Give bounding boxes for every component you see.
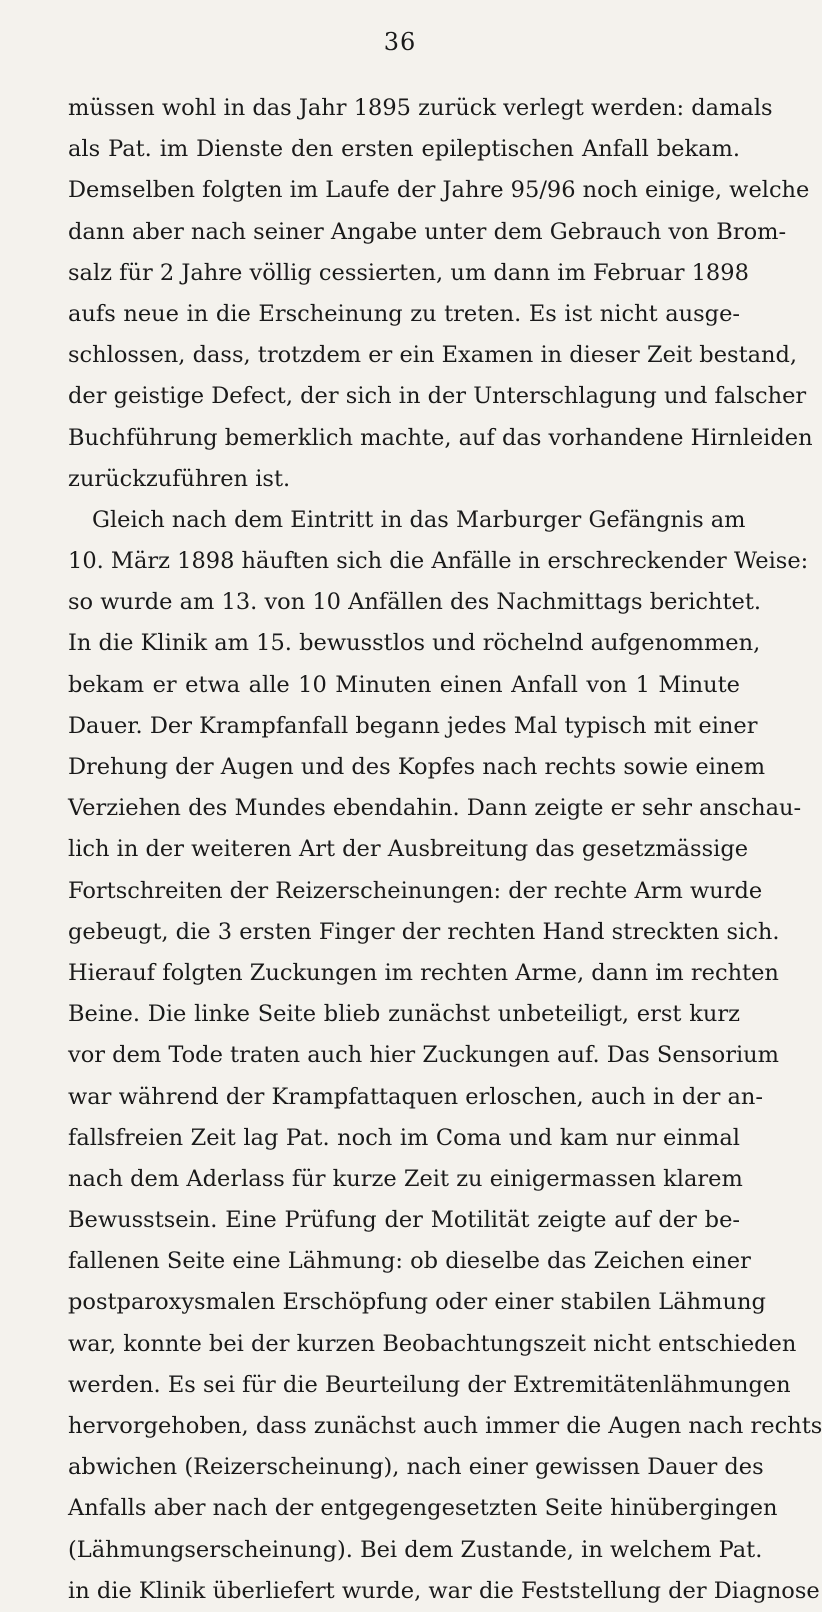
text-line: aufs neue in die Erscheinung zu treten. Es ist nicht ausge- xyxy=(68,300,740,327)
text-line: als Pat. im Dienste den ersten epileptischen Anfall bekam. xyxy=(68,136,740,163)
text-line: schlossen, dass, trotzdem er ein Examen in dieser Zeit bestand, xyxy=(68,342,798,369)
text-line: Fortschreiten der Reizerscheinungen: der rechte Arm wurde xyxy=(68,877,763,904)
text-line: 10. März 1898 häuften sich die Anfälle in erschreckender Weise: xyxy=(68,548,809,575)
text-line: Hierauf folgten Zuckungen im rechten Arme, dann im rechten xyxy=(68,959,779,986)
text-line: gebeugt, die 3 ersten Finger der rechten Hand streckten sich. xyxy=(68,918,780,945)
text-line: war während der Krampfattaquen erloschen, auch in der an- xyxy=(68,1083,763,1110)
text-line: fallenen Seite eine Lähmung: ob dieselbe das Zeichen einer xyxy=(68,1248,751,1275)
text-line: war, konnte bei der kurzen Beobachtungszeit nicht entschieden xyxy=(68,1330,797,1357)
text-line: Anfalls aber nach der entgegengesetzten Seite hinübergingen xyxy=(68,1495,778,1522)
text-line: so wurde am 13. von 10 Anfällen des Nachmittags berichtet. xyxy=(68,589,762,616)
text-line: vor dem Tode traten auch hier Zuckungen auf. Das Sensorium xyxy=(68,1042,780,1069)
text-line: In die Klinik am 15. bewusstlos und röchelnd aufgenommen, xyxy=(68,630,761,657)
text-line: Buchführung bemerklich machte, auf das vorhandene Hirnleiden xyxy=(68,424,813,451)
page-number: 36 xyxy=(383,28,417,56)
text-line: lich in der weiteren Art der Ausbreitung das gesetzmässige xyxy=(68,836,749,863)
text-line: in die Klinik überliefert wurde, war die Feststellung der Diagnose xyxy=(68,1577,820,1604)
text-line: der geistige Defect, der sich in der Unterschlagung und falscher xyxy=(68,383,807,410)
text-line: Dauer. Der Krampfanfall begann jedes Mal typisch mit einer xyxy=(68,712,758,739)
text-line: Beine. Die linke Seite blieb zunächst unbeteiligt, erst kurz xyxy=(68,1001,740,1028)
text-line: salz für 2 Jahre völlig cessierten, um dann im Februar 1898 xyxy=(68,259,749,286)
text-line: fallsfreien Zeit lag Pat. noch im Coma und kam nur einmal xyxy=(68,1124,740,1151)
text-line: zurückzuführen ist. xyxy=(68,465,291,492)
text-line: müssen wohl in das Jahr 1895 zurück verlegt werden: damals xyxy=(68,95,773,121)
text-line: Demselben folgten im Laufe der Jahre 95/96 noch einige, welche xyxy=(68,177,810,204)
text-line: Drehung der Augen und des Kopfes nach rechts sowie einem xyxy=(68,754,766,780)
paragraph-start-line: Gleich nach dem Eintritt in das Marburger Gefängnis am xyxy=(92,506,746,533)
text-line: postparoxysmalen Erschöpfung oder einer stabilen Lähmung xyxy=(68,1289,766,1316)
text-line: Verziehen des Mundes ebendahin. Dann zeigte er sehr anschau- xyxy=(68,795,802,822)
text-line: Bewusstsein. Eine Prüfung der Motilität zeigte auf der be- xyxy=(68,1207,740,1234)
text-line: werden. Es sei für die Beurteilung der Extremitätenlähmungen xyxy=(68,1371,791,1398)
text-line: nach dem Aderlass für kurze Zeit zu einigermassen klarem xyxy=(68,1165,743,1192)
text-line: dann aber nach seiner Angabe unter dem Gebrauch von Brom- xyxy=(68,218,787,245)
text-line: bekam er etwa alle 10 Minuten einen Anfall von 1 Minute xyxy=(68,671,740,698)
text-line: (Lähmungserscheinung). Bei dem Zustande, in welchem Pat. xyxy=(68,1536,763,1563)
text-line: abwichen (Reizerscheinung), nach einer gewissen Dauer des xyxy=(68,1454,764,1481)
text-line: hervorgehoben, dass zunächst auch immer die Augen nach rechts xyxy=(68,1413,822,1439)
body-text xyxy=(68,88,822,1612)
